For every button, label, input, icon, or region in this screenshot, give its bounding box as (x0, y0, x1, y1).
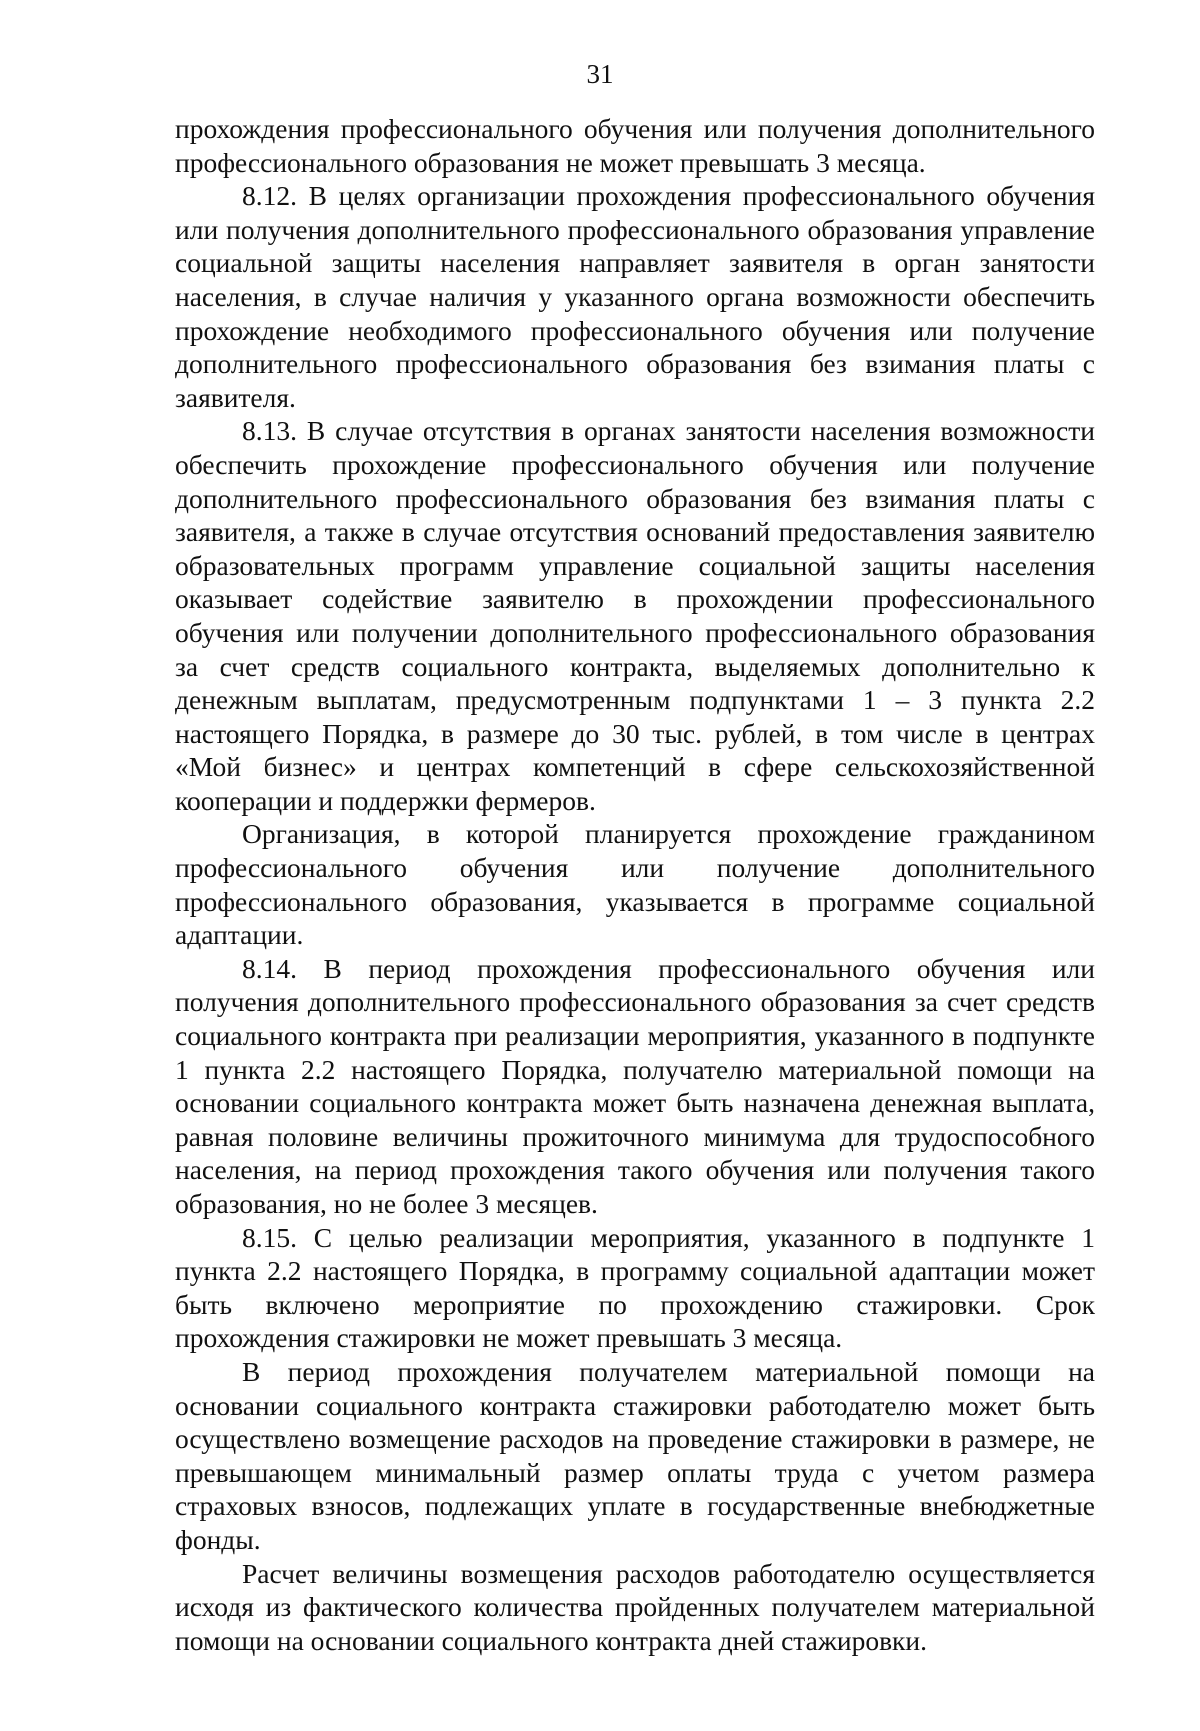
paragraph-8-13: 8.13. В случае отсутствия в органах занятости населения возможности обеспечить прохождение профессионального обучения или получение дополнительного профессионального образования без взимания платы с заявителя, а также в случае отсутствия оснований предоставления заявителю образовательных программ управление социальной защиты населения оказывает содействие заявителю в прохождении профессионального обучения или получении дополнительного профессионального образования за счет средств социального контракта, выделяемых дополнительно к денежным выплатам, предусмотренным подпунктами 1 – 3 пункта 2.2 настоящего Порядка, в размере до 30 тыс. рублей, в том числе в центрах «Мой бизнес» и центрах компетенций в сфере сельскохозяйственной кооперации и поддержки фермеров. (175, 415, 1095, 816)
paragraph-8-15: 8.15. С целью реализации мероприятия, указанного в подпункте 1 пункта 2.2 настоящего Порядка, в программу социальной адаптации может быть включено мероприятие по прохождению стажировки. Срок прохождения стажировки не может превышать 3 месяца. (175, 1221, 1095, 1354)
paragraph-internship-compensation: В период прохождения получателем материальной помощи на основании социального контракта стажировки работодателю может быть осуществлено возмещение расходов на проведение стажировки в размере, не превышающем минимальный размер оплаты труда с учетом размера страховых взносов, подлежащих уплате в государственные внебюджетные фонды. (175, 1355, 1095, 1555)
document-body (175, 112, 1095, 1657)
paragraph-8-14: 8.14. В период прохождения профессионального обучения или получения дополнительного профессионального образования за счет средств социального контракта при реализации мероприятия, указанного в подпункте 1 пункта 2.2 настоящего Порядка, получателю материальной помощи на основании социального контракта может быть назначена денежная выплата, равная половине величины прожиточного минимума для трудоспособного населения, на период прохождения такого обучения или получения такого образования, но не более 3 месяцев. (175, 952, 1095, 1219)
paragraph-8-12: 8.12. В целях организации прохождения профессионального обучения или получения дополнительного профессионального образования управление социальной защиты населения направляет заявителя в орган занятости населения, в случае наличия у указанного органа возможности обеспечить прохождение необходимого профессионального обучения или получение дополнительного профессионального образования без взимания платы с заявителя. (175, 180, 1095, 413)
page-number: 31 (586, 59, 614, 89)
paragraph-continuation: прохождения профессионального обучения или получения дополнительного профессионального образования не может превышать 3 месяца. (175, 113, 1095, 178)
paragraph-organization: Организация, в которой планируется прохождение гражданином профессионального обучения или получение дополнительного профессионального образования, указывается в программе социальной адаптации. (175, 818, 1095, 951)
paragraph-compensation-calculation: Расчет величины возмещения расходов работодателю осуществляется исходя из фактического количества пройденных получателем материальной помощи на основании социального контракта дней стажировки. (175, 1557, 1095, 1656)
